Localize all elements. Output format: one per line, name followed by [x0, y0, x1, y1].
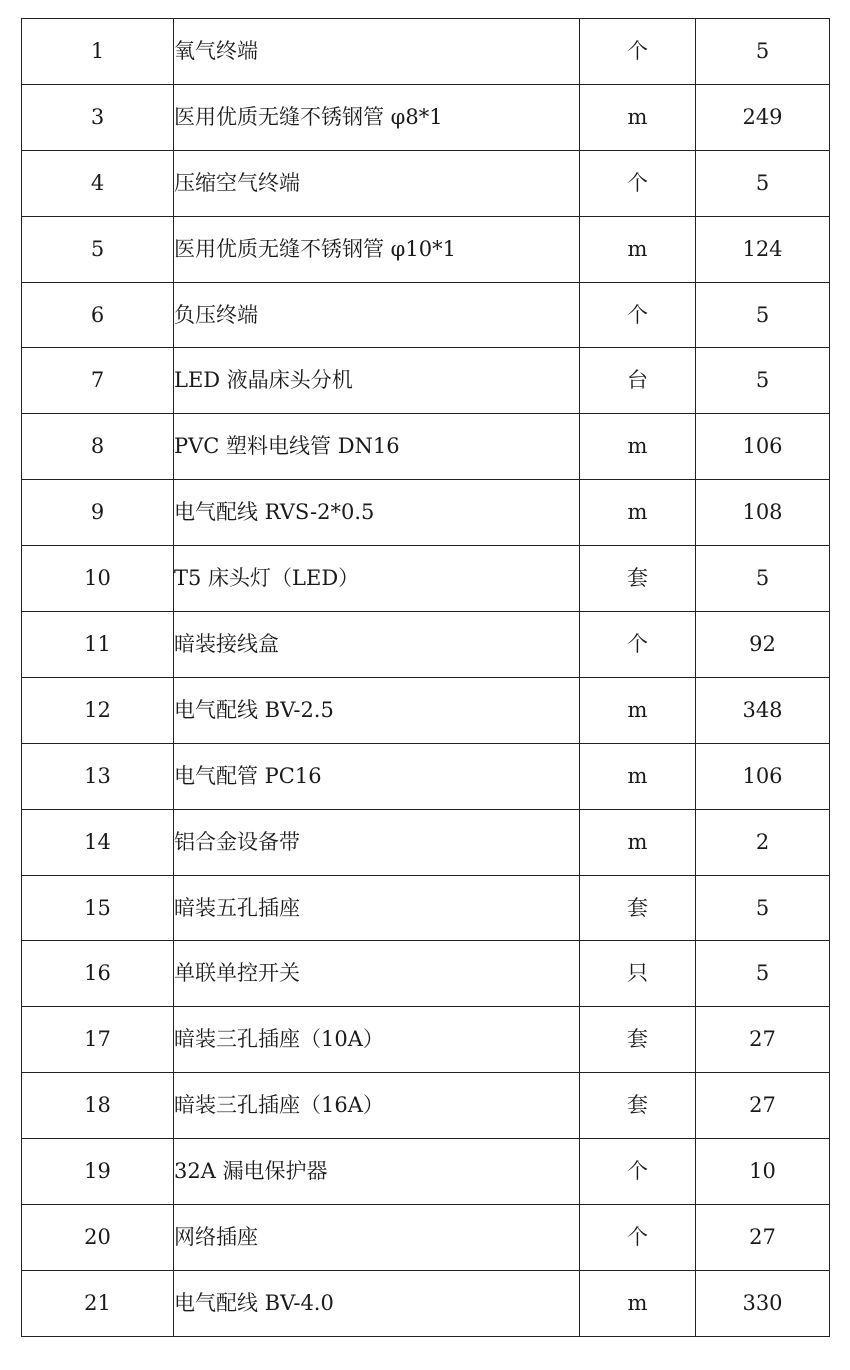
row-number: 6	[22, 282, 174, 348]
item-name: 负压终端	[174, 282, 580, 348]
item-unit: m	[580, 414, 696, 480]
table-row	[22, 875, 830, 941]
item-quantity: 27	[696, 1205, 830, 1271]
item-quantity: 5	[696, 150, 830, 216]
row-number: 15	[22, 875, 174, 941]
row-number: 20	[22, 1205, 174, 1271]
item-quantity: 5	[696, 875, 830, 941]
item-quantity: 2	[696, 809, 830, 875]
item-unit: m	[580, 216, 696, 282]
table-row	[22, 743, 830, 809]
table-row	[22, 1270, 830, 1336]
table-row	[22, 414, 830, 480]
row-number: 17	[22, 1007, 174, 1073]
item-name: 铝合金设备带	[174, 809, 580, 875]
item-unit: 套	[580, 1007, 696, 1073]
item-quantity: 27	[696, 1073, 830, 1139]
item-quantity: 106	[696, 414, 830, 480]
item-name: 网络插座	[174, 1205, 580, 1271]
item-quantity: 5	[696, 19, 830, 85]
item-quantity: 92	[696, 612, 830, 678]
item-quantity: 108	[696, 480, 830, 546]
item-quantity: 5	[696, 941, 830, 1007]
item-name: LED 液晶床头分机	[174, 348, 580, 414]
item-name: T5 床头灯（LED）	[174, 546, 580, 612]
row-number: 4	[22, 150, 174, 216]
item-name: 氧气终端	[174, 19, 580, 85]
row-number: 3	[22, 84, 174, 150]
item-quantity: 5	[696, 282, 830, 348]
table-row	[22, 282, 830, 348]
item-quantity: 10	[696, 1139, 830, 1205]
item-name: 医用优质无缝不锈钢管 φ10*1	[174, 216, 580, 282]
item-unit: m	[580, 84, 696, 150]
item-unit: m	[580, 809, 696, 875]
item-name: 电气配线 RVS-2*0.5	[174, 480, 580, 546]
table-row	[22, 1139, 830, 1205]
item-name: 单联单控开关	[174, 941, 580, 1007]
item-name: 暗装接线盒	[174, 612, 580, 678]
row-number: 13	[22, 743, 174, 809]
row-number: 19	[22, 1139, 174, 1205]
table-row	[22, 150, 830, 216]
item-quantity: 249	[696, 84, 830, 150]
row-number: 14	[22, 809, 174, 875]
item-name: 医用优质无缝不锈钢管 φ8*1	[174, 84, 580, 150]
item-unit: m	[580, 1270, 696, 1336]
row-number: 12	[22, 677, 174, 743]
item-unit: 套	[580, 1073, 696, 1139]
item-quantity: 5	[696, 546, 830, 612]
row-number: 9	[22, 480, 174, 546]
table-row	[22, 941, 830, 1007]
item-unit: 套	[580, 875, 696, 941]
row-number: 18	[22, 1073, 174, 1139]
row-number: 10	[22, 546, 174, 612]
item-quantity: 5	[696, 348, 830, 414]
item-name: 暗装五孔插座	[174, 875, 580, 941]
row-number: 7	[22, 348, 174, 414]
table-row	[22, 19, 830, 85]
item-quantity: 27	[696, 1007, 830, 1073]
item-unit: 个	[580, 1139, 696, 1205]
row-number: 5	[22, 216, 174, 282]
table-row	[22, 1073, 830, 1139]
item-unit: 个	[580, 1205, 696, 1271]
item-unit: 台	[580, 348, 696, 414]
table-row	[22, 677, 830, 743]
item-name: 电气配线 BV-2.5	[174, 677, 580, 743]
row-number: 21	[22, 1270, 174, 1336]
item-name: 电气配线 BV-4.0	[174, 1270, 580, 1336]
item-unit: 个	[580, 282, 696, 348]
item-quantity: 348	[696, 677, 830, 743]
item-unit: m	[580, 677, 696, 743]
table-row	[22, 348, 830, 414]
item-unit: 个	[580, 612, 696, 678]
item-name: 暗装三孔插座（10A）	[174, 1007, 580, 1073]
table-row	[22, 84, 830, 150]
row-number: 16	[22, 941, 174, 1007]
table-row	[22, 480, 830, 546]
item-quantity: 330	[696, 1270, 830, 1336]
item-unit: m	[580, 743, 696, 809]
item-unit: 套	[580, 546, 696, 612]
item-name: PVC 塑料电线管 DN16	[174, 414, 580, 480]
table-row	[22, 809, 830, 875]
item-quantity: 106	[696, 743, 830, 809]
item-name: 32A 漏电保护器	[174, 1139, 580, 1205]
table-row	[22, 546, 830, 612]
item-unit: 个	[580, 150, 696, 216]
table-row	[22, 1205, 830, 1271]
item-unit: 只	[580, 941, 696, 1007]
row-number: 1	[22, 19, 174, 85]
materials-table-body	[22, 19, 830, 1337]
table-row	[22, 216, 830, 282]
materials-table	[21, 18, 830, 1337]
item-name: 压缩空气终端	[174, 150, 580, 216]
item-unit: 个	[580, 19, 696, 85]
item-quantity: 124	[696, 216, 830, 282]
row-number: 8	[22, 414, 174, 480]
table-row	[22, 612, 830, 678]
item-name: 电气配管 PC16	[174, 743, 580, 809]
table-row	[22, 1007, 830, 1073]
item-name: 暗装三孔插座（16A）	[174, 1073, 580, 1139]
row-number: 11	[22, 612, 174, 678]
item-unit: m	[580, 480, 696, 546]
